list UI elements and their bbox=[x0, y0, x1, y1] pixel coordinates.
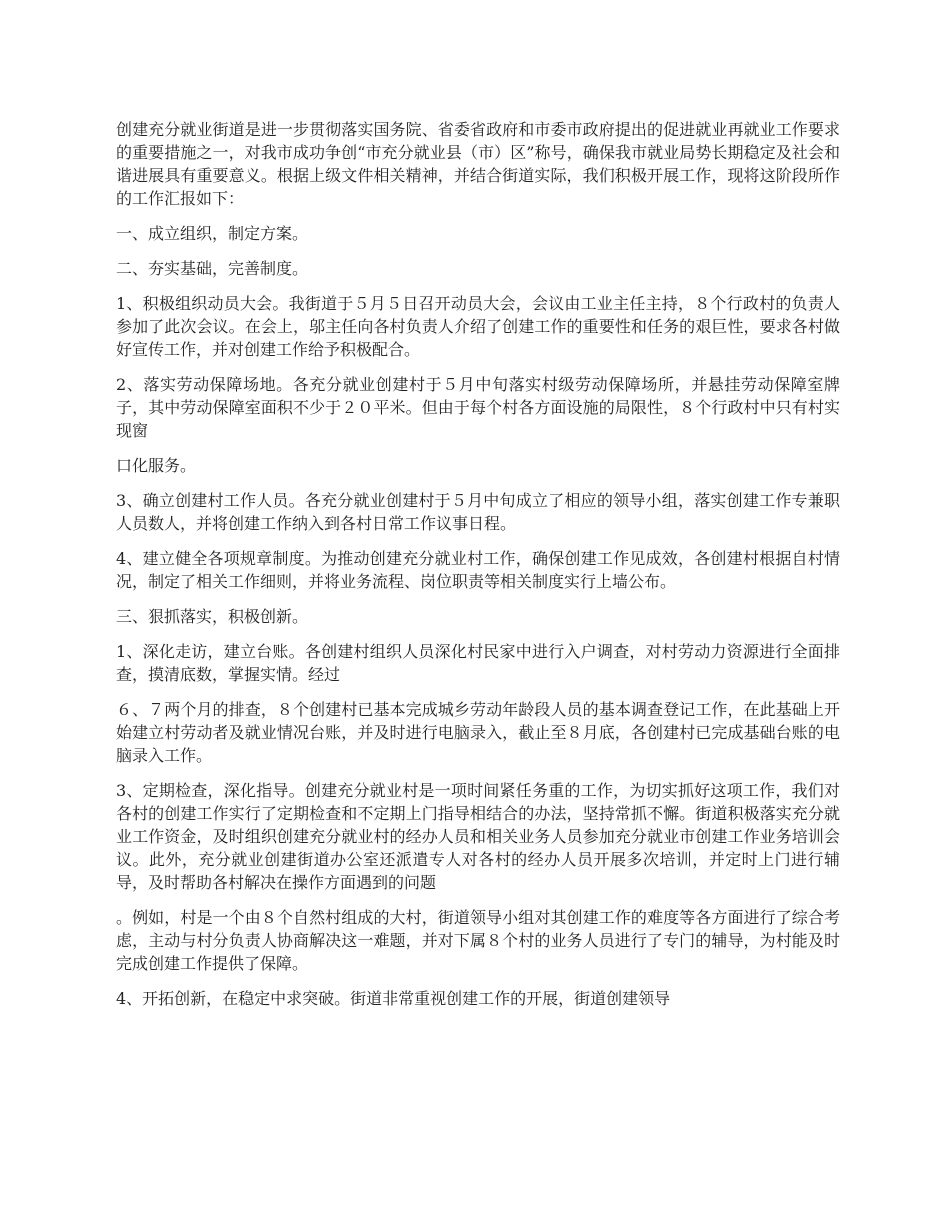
section-heading-1: 一、成立组织，制定方案。 bbox=[116, 224, 309, 243]
intro-paragraph: 创建充分就业街道是进一步贯彻落实国务院、省委省政府和市委市政府提出的促进就业再就业工作要求的重要措施之一，对我市成功争创“市充分就业县（市）区”称号，确保我市就业局势长期稳定及社会和谐进展具有重要意义。根据上级文件相关精神，并结合街道实际，我们积极开展工作，现将这阶段所作的工作汇报如下： bbox=[116, 120, 840, 208]
paragraph: 口化服务。 bbox=[116, 456, 197, 475]
paragraph: 3、确立创建村工作人员。各充分就业创建村于５月中旬成立了相应的领导小组，落实创建工作专兼职人员数人，并将创建工作纳入到各村日常工作议事日程。 bbox=[116, 491, 840, 533]
paragraph: ６、７两个月的排查，８个创建村已基本完成城乡劳动年龄段人员的基本调查登记工作，在此基础上开始建立村劳动者及就业情况台账，并及时进行电脑录入，截止至８月底，各创建村已完成基础台账的电脑录入工作。 bbox=[116, 700, 840, 765]
paragraph: 3、定期检查，深化指导。创建充分就业村是一项时间紧任务重的工作，为切实抓好这项工作，我们对各村的创建工作实行了定期检查和不定期上门指导相结合的办法，坚持常抓不懈。街道积极落实充分就业工作资金，及时组织创建充分就业村的经办人员和相关业务人员参加充分就业市创建工作业务培训会议。此外，充分就业创建街道办公室还派遣专人对各村的经办人员开展多次培训，并定时上门进行辅导，及时帮助各村解决在操作方面遇到的问题 bbox=[116, 781, 840, 892]
paragraph: 4、开拓创新，在稳定中求突破。街道非常重视创建工作的开展，街道创建领导 bbox=[116, 989, 671, 1008]
document-body bbox=[116, 118, 840, 1022]
paragraph: 1、积极组织动员大会。我街道于５月５日召开动员大会，会议由工业主任主持，８个行政村的负责人参加了此次会议。在会上，邬主任向各村负责人介绍了创建工作的重要性和任务的艰巨性，要求各村做好宣传工作，并对创建工作给予积极配合。 bbox=[116, 294, 840, 359]
section-heading-2: 二、夯实基础，完善制度。 bbox=[116, 259, 309, 278]
paragraph: 4、建立健全各项规章制度。为推动创建充分就业村工作，确保创建工作见成效，各创建村根据自村情况，制定了相关工作细则，并将业务流程、岗位职责等相关制度实行上墙公布。 bbox=[116, 549, 840, 591]
paragraph: 1、深化走访，建立台账。各创建村组织人员深化村民家中进行入户调查，对村劳动力资源进行全面排查，摸清底数，掌握实情。经过 bbox=[116, 642, 840, 684]
paragraph: 2、落实劳动保障场地。各充分就业创建村于５月中旬落实村级劳动保障场所，并悬挂劳动保障室牌子，其中劳动保障室面积不少于２０平米。但由于每个村各方面设施的局限性，８个行政村中只有村实现窗 bbox=[116, 375, 840, 440]
paragraph: 。例如，村是一个由８个自然村组成的大村，街道领导小组对其创建工作的难度等各方面进行了综合考虑，主动与村分负责人协商解决这一难题，并对下属８个村的业务人员进行了专门的辅导，为村能及时完成创建工作提供了保障。 bbox=[116, 908, 840, 973]
section-heading-3: 三、狠抓落实，积极创新。 bbox=[116, 607, 309, 626]
